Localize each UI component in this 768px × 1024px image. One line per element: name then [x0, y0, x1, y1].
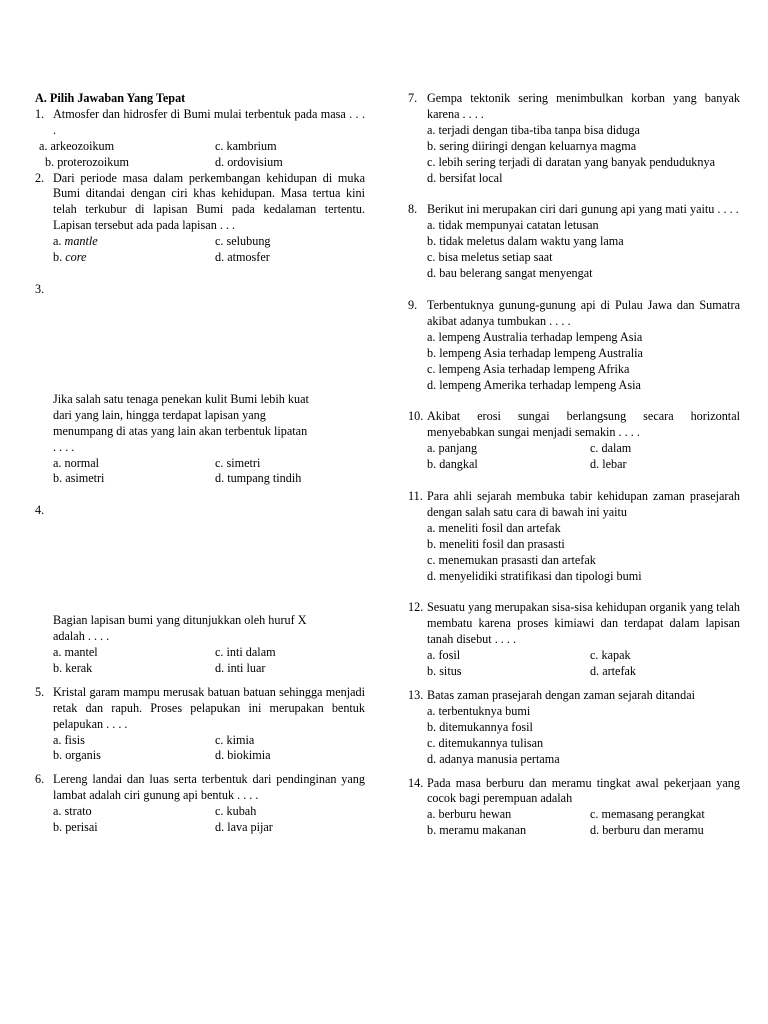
option-c: c. menemukan prasasti dan artefak	[427, 552, 596, 567]
options	[35, 645, 365, 677]
option-d: d. adanya manusia pertama	[427, 751, 560, 766]
question-text: Pada masa berburu dan meramu tingkat awal pekerjaan yang cocok bagi perempuan adalah	[427, 775, 740, 806]
option-d: d. berburu dan meramu	[590, 823, 704, 838]
option-c: c. kimia	[215, 732, 255, 747]
options	[408, 648, 740, 680]
option-d: d. ordovisium	[215, 154, 283, 169]
question-2	[35, 171, 365, 266]
question-text: Sesuatu yang merupakan sisa-sisa kehidupan organik yang telah membatu karena proses kimiawi dan terdapat dalam lapisan tanah disebut . . . .	[427, 600, 740, 647]
question-number: 14.	[408, 775, 424, 790]
option-d: d. bersifat local	[427, 170, 503, 185]
option-d: d. menyelidiki stratifikasi dan tipologi bumi	[427, 568, 642, 583]
question-number: 7.	[408, 91, 418, 105]
option-a: a. panjang	[427, 441, 478, 456]
option-d: d. biokimia	[215, 748, 271, 763]
option-a: a. fisis	[53, 732, 85, 747]
question-3	[35, 282, 365, 487]
option-c: c. kapak	[590, 648, 631, 663]
question-text: Jika salah satu tenaga penekan kulit Bumi lebih kuat dari yang lain, hingga terdapat lapisan yang menumpang di atas yang lain akan terbentuk lipatan . . . .	[53, 391, 309, 454]
question-text: Gempa tektonik sering menimbulkan korban yang banyak karena . . . .	[427, 91, 740, 121]
question-13	[408, 688, 740, 768]
question-number: 13.	[408, 688, 424, 702]
options	[408, 704, 740, 768]
option-d: d. lava pijar	[215, 820, 273, 835]
question-text: Bagian lapisan bumi yang ditunjukkan oleh huruf X adalah . . . .	[53, 613, 307, 644]
option-a: a. meneliti fosil dan artefak	[427, 520, 561, 535]
option-b: b. dangkal	[427, 457, 478, 472]
option-b: b. ditemukannya fosil	[427, 719, 533, 734]
option-a: a. normal	[53, 455, 100, 470]
question-11	[408, 489, 740, 584]
question-10	[408, 409, 740, 473]
option-d: d. lebar	[590, 457, 627, 472]
option-c: c. bisa meletus setiap saat	[427, 250, 553, 265]
section-title: A. Pilih Jawaban Yang Tepat	[35, 91, 186, 105]
question-figure-area	[35, 298, 365, 392]
option-a: a. lempeng Australia terhadap lempeng Asia	[427, 329, 643, 344]
option-d: d. artefak	[590, 664, 637, 679]
question-text: Para ahli sejarah membuka tabir kehidupan zaman prasejarah dengan salah satu cara di bawah ini yaitu	[427, 489, 740, 519]
question-number: 4.	[35, 503, 45, 518]
question-text: Lereng landai dan luas serta terbentuk dari pendinginan yang lambat adalah ciri gunung api bentuk . . . .	[53, 772, 365, 803]
option-b: b. lempeng Asia terhadap lempeng Australia	[427, 345, 643, 360]
option-a: a. berburu hewan	[427, 807, 512, 822]
option-d: d. inti luar	[215, 660, 266, 675]
options	[35, 733, 365, 765]
option-c: c. memasang perangkat	[590, 807, 705, 822]
question-number: 12.	[408, 600, 424, 615]
question-number: 6.	[35, 772, 45, 787]
question-number: 2.	[35, 170, 45, 185]
question-8	[408, 202, 740, 282]
question-text: Terbentuknya gunung-gunung api di Pulau Jawa dan Sumatra akibat adanya tumbukan . . . .	[427, 297, 740, 328]
question-number: 10.	[408, 409, 424, 424]
question-14	[408, 776, 740, 840]
question-1	[35, 107, 365, 171]
options	[408, 330, 740, 394]
options	[408, 123, 740, 187]
option-b: b. perisai	[53, 820, 98, 835]
question-text: Kristal garam mampu merusak batuan batuan sehingga menjadi retak dan rapuh. Proses pelapukan ini merupakan bentuk pelapukan . . . .	[53, 684, 365, 731]
option-a: a. tidak mempunyai catatan letusan	[427, 218, 599, 233]
option-b: b. proterozoikum	[45, 154, 129, 169]
options	[35, 456, 365, 488]
option-a: a. mantel	[53, 645, 98, 660]
option-d: d. atmosfer	[215, 250, 270, 265]
question-9	[408, 298, 740, 393]
question-number: 1.	[35, 106, 45, 121]
option-c: c. inti dalam	[215, 645, 276, 660]
option-d: d. lempeng Amerika terhadap lempeng Asia	[427, 377, 641, 392]
option-b: b. meramu makanan	[427, 823, 527, 838]
question-number: 9.	[408, 297, 418, 312]
options	[408, 807, 740, 839]
option-a: a. arkeozoikum	[39, 138, 115, 153]
right-column	[408, 91, 740, 839]
option-b: b. situs	[427, 664, 462, 679]
option-c: c. dalam	[590, 441, 632, 456]
option-c: c. selubung	[215, 234, 271, 249]
option-b: b. kerak	[53, 660, 93, 675]
option-c: c. kubah	[215, 804, 257, 819]
option-b: b. tidak meletus dalam waktu yang lama	[427, 234, 624, 249]
option-c: c. lempeng Asia terhadap lempeng Afrika	[427, 361, 630, 376]
question-12	[408, 600, 740, 680]
question-number: 8.	[408, 202, 418, 217]
option-a: a. strato	[53, 804, 92, 819]
option-b: b. organis	[53, 748, 101, 763]
option-d: d. bau belerang sangat menyengat	[427, 266, 593, 281]
option-c: c. simetri	[215, 455, 261, 470]
question-text: Batas zaman prasejarah dengan zaman sejarah ditandai	[427, 688, 695, 702]
question-text: Dari periode masa dalam perkembangan kehidupan di muka Bumi ditandai dengan ciri khas kehidupan. Masa tertua kini telah terkubur di lapisan Bumi pada kedalaman tertentu. Lapisan tersebut ada pada lapisan . . .	[53, 170, 365, 233]
option-b: b. meneliti fosil dan prasasti	[427, 536, 565, 551]
option-c: c. ditemukannya tulisan	[427, 735, 544, 750]
options	[408, 521, 740, 585]
options	[35, 234, 365, 266]
question-7	[408, 91, 740, 186]
option-d: d. tumpang tindih	[215, 471, 302, 486]
question-number: 11.	[408, 489, 423, 504]
question-4	[35, 503, 365, 677]
question-figure-area	[35, 519, 365, 613]
question-number: 3.	[35, 281, 45, 296]
option-a: a. fosil	[427, 648, 461, 663]
question-5	[35, 685, 365, 765]
option-b: b. core	[53, 250, 87, 265]
question-6	[35, 772, 365, 836]
options	[35, 804, 365, 836]
option-a: a. terjadi dengan tiba-tiba tanpa bisa diduga	[427, 122, 640, 137]
left-column	[35, 91, 365, 836]
question-text: Berikut ini merupakan ciri dari gunung api yang mati yaitu . . . .	[427, 202, 739, 217]
options	[408, 441, 740, 473]
options	[35, 139, 365, 171]
question-text: Atmosfer dan hidrosfer di Bumi mulai terbentuk pada masa . . . .	[53, 106, 365, 137]
option-a: a. mantle	[53, 234, 98, 249]
option-c: c. lebih sering terjadi di daratan yang banyak penduduknya	[427, 154, 716, 169]
option-a: a. terbentuknya bumi	[427, 703, 531, 718]
option-c: c. kambrium	[215, 138, 277, 153]
options	[408, 218, 740, 282]
option-b: b. sering diiringi dengan keluarnya magma	[427, 138, 637, 153]
option-b: b. asimetri	[53, 471, 105, 486]
question-text: Akibat erosi sungai berlangsung secara horizontal menyebabkan sungai menjadi semakin . . . .	[427, 409, 740, 440]
question-number: 5.	[35, 684, 45, 699]
